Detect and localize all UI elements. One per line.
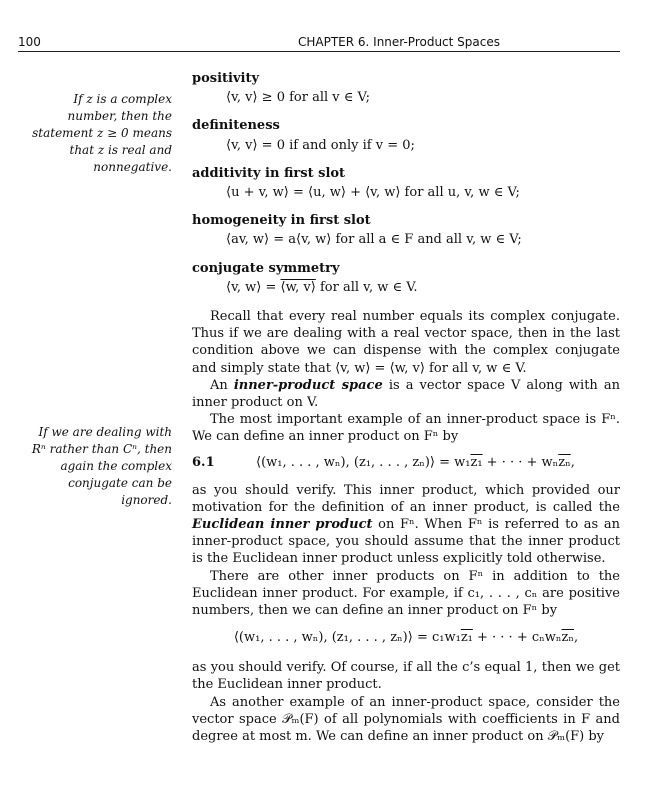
term-inner-product-space: inner-product space [233,377,383,393]
paragraph-definition: An inner-product space is a vector space V along with an inner product on V. [192,377,620,411]
paragraph-other-products: There are other inner products on Fⁿ in addition to the Euclidean inner product. For example, if c₁, . . . , cₙ are positive numbers, then we can define an inner product on Fⁿ by [192,568,620,619]
property-homogeneity: homogeneity in first slot ⟨av, w⟩ = a⟨v, w⟩ for all a ∈ F and all v, w ∈ V; [192,213,522,248]
property-additivity: additivity in first slot ⟨u + v, w⟩ = ⟨u, w⟩ + ⟨v, w⟩ for all u, v, w ∈ V; [192,165,520,201]
running-header [18,34,620,52]
property-definiteness: definiteness ⟨v, v⟩ = 0 if and only if v = 0; [192,118,415,153]
paragraph-fn-example: The most important example of an inner-product space is Fⁿ. We can define an inner product on Fⁿ by [192,412,620,445]
property-positivity: positivity ⟨v, v⟩ ≥ 0 for all v ∈ V; [192,71,370,106]
equation-weighted: ⟨(w₁, . . . , wₙ), (z₁, . . . , zₙ)⟩ = c₁w₁z₁ + · · · + $c_nw_n\overline{z_n}$, [233,630,579,646]
equation-number: 6.1 [192,454,215,470]
main-text [192,70,620,745]
property-conjugate-symmetry: conjugate symmetry ⟨v, w⟩ = ⟨w, v⟩ for all v, w ∈ V. [192,260,418,295]
chapter-title: CHAPTER 6. Inner-Product Spaces [297,35,500,49]
margin-note-complex-z: If z is a complex number, then the statement z ≥ 0 means that z is real and nonnegative. [32,92,172,174]
paragraph-recall: Recall that every real number equals its complex conjugate. Thus if we are dealing with a real vector space, then in the last condition above we can dispense with the complex conjugate and simply state that ⟨v, w⟩ = ⟨w, v⟩ for all v, w ∈ V. [192,309,620,376]
term-euclidean-inner-product: Euclidean inner product [192,517,373,533]
paragraph-euclidean: as you should verify. This inner product, which provided our motivation for the definition of an inner product, is called the Euclidean inner product on Fⁿ. When Fⁿ is referred to as an inner-product space, you should assume that the inner product is the Euclidean inner product unless explicitly told otherwise. [192,482,620,567]
paragraph-polynomials: As another example of an inner-product space, consider the vector space 𝒫ₘ(F) of all polynomials with coefficients in F and degree at most m. We can define an inner product on 𝒫ₘ(F) by [192,694,620,745]
margin-note-rn: If we are dealing with Rⁿ rather than Cⁿ, then again the complex conjugate can be ignored. [31,425,172,507]
page-number: 100 [18,35,41,49]
paragraph-verify: as you should verify. Of course, if all the c’s equal 1, then we get the Euclidean inner product. [192,660,620,693]
equation-6-1: 6.1 ⟨(w₁, . . . , wₙ), (z₁, . . . , zₙ)⟩ = w₁z₁ + · · · + $w_n\overline{z_n}$, [192,454,575,470]
